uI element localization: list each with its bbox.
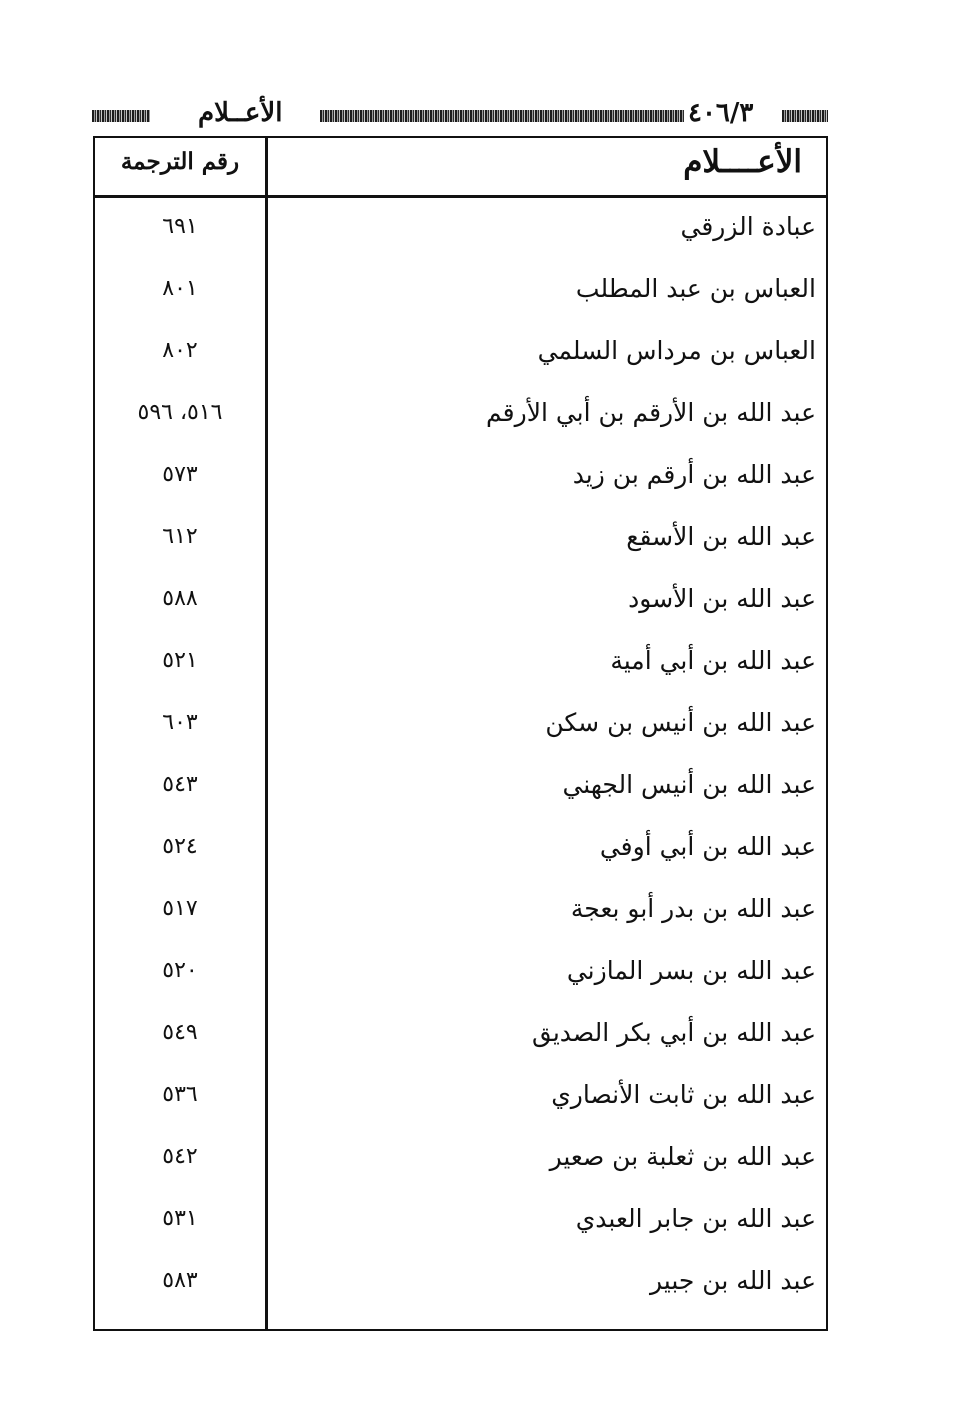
entry-name: العباس بن مرداس السلمي bbox=[537, 336, 816, 365]
entry-number: ٥٤٣ bbox=[162, 772, 198, 797]
entry-name: عبد الله بن أبي أمية bbox=[610, 646, 816, 675]
entry-number: ٥٧٣ bbox=[162, 462, 198, 487]
entry-number: ٥٢٤ bbox=[162, 834, 198, 859]
entry-number: ٥١٦، ٥٩٦ bbox=[137, 400, 223, 425]
entry-name: عبد الله بن أنيس بن سكن bbox=[545, 708, 816, 737]
entry-name: عبد الله بن ثابت الأنصاري bbox=[551, 1080, 816, 1109]
entry-number: ٥٣٦ bbox=[162, 1082, 198, 1107]
index-table bbox=[93, 136, 828, 1331]
entry-number: ٥٣١ bbox=[162, 1206, 198, 1231]
running-title: الأعــلام bbox=[198, 98, 283, 128]
table-row bbox=[95, 522, 826, 562]
entry-number: ٥٨٣ bbox=[162, 1268, 198, 1293]
table-row bbox=[95, 212, 826, 252]
entry-number: ٨٠٢ bbox=[162, 338, 198, 363]
entry-number: ٥٤٢ bbox=[162, 1144, 198, 1169]
entry-number: ٦٠٣ bbox=[162, 710, 198, 735]
column-header-names: الأعــــلام bbox=[683, 144, 802, 180]
table-row bbox=[95, 708, 826, 748]
entry-name: عبادة الزرقي bbox=[680, 212, 816, 241]
table-row bbox=[95, 1018, 826, 1058]
table-row bbox=[95, 1080, 826, 1120]
entry-name: عبد الله بن الأسقع bbox=[626, 522, 816, 551]
table-row bbox=[95, 894, 826, 934]
entry-name: عبد الله بن أبي بكر الصديق bbox=[531, 1018, 816, 1047]
entry-number: ٥٢١ bbox=[162, 648, 198, 673]
entry-name: العباس بن عبد المطلب bbox=[575, 274, 816, 303]
header-rule-right bbox=[782, 110, 828, 122]
entry-name: عبد الله بن الأرقم بن أبي الأرقم bbox=[486, 398, 816, 427]
table-row bbox=[95, 1266, 826, 1306]
table-row bbox=[95, 1204, 826, 1244]
entry-name: عبد الله بن أنيس الجهني bbox=[562, 770, 816, 799]
table-row bbox=[95, 336, 826, 376]
entry-number: ٥٨٨ bbox=[162, 586, 198, 611]
entry-number: ٦١٢ bbox=[162, 524, 198, 549]
entry-name: عبد الله بن الأسود bbox=[628, 584, 816, 613]
table-row bbox=[95, 460, 826, 500]
entry-name: عبد الله بن ثعلبة بن صعير bbox=[549, 1142, 816, 1171]
entry-name: عبد الله بن جابر العبدي bbox=[575, 1204, 816, 1233]
table-row bbox=[95, 770, 826, 810]
entry-number: ٦٩١ bbox=[162, 214, 198, 239]
entry-number: ٥٤٩ bbox=[162, 1020, 198, 1045]
page-header bbox=[92, 96, 828, 130]
entry-name: عبد الله بن بدر أبو بعجة bbox=[570, 894, 816, 923]
table-row bbox=[95, 398, 826, 438]
table-row bbox=[95, 274, 826, 314]
table-row bbox=[95, 646, 826, 686]
header-rule-left bbox=[92, 110, 150, 122]
entry-name: عبد الله بن بسر المازني bbox=[566, 956, 816, 985]
header-rule-middle bbox=[320, 110, 684, 122]
entry-name: عبد الله بن أبي أوفي bbox=[599, 832, 816, 861]
column-header-number: رقم الترجمة bbox=[120, 148, 240, 175]
entry-number: ٥٢٠ bbox=[162, 958, 198, 983]
entry-number: ٥١٧ bbox=[162, 896, 198, 921]
table-row bbox=[95, 956, 826, 996]
table-row bbox=[95, 1142, 826, 1182]
page-number: ٤٠٦/٣ bbox=[688, 98, 754, 128]
table-row bbox=[95, 584, 826, 624]
header-divider bbox=[95, 195, 826, 198]
entry-name: عبد الله بن أرقم بن زيد bbox=[572, 460, 816, 489]
table-row bbox=[95, 832, 826, 872]
entry-number: ٨٠١ bbox=[162, 276, 198, 301]
entry-name: عبد الله بن جبير bbox=[650, 1266, 816, 1295]
